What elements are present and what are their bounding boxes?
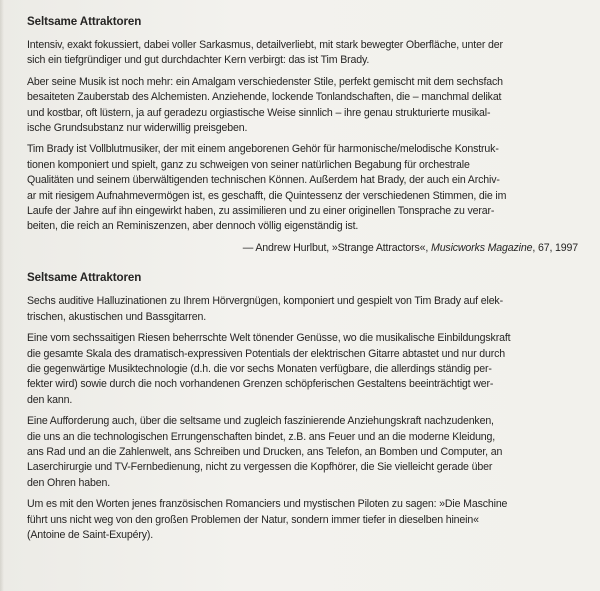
attribution-prefix: — Andrew Hurlbut, »Strange Attractors«, [242,241,432,254]
section-review [27,14,578,256]
paragraph: Aber seine Musik ist noch mehr: ein Amalgam verschiedenster Stile, perfekt gemischt mit dem sechsfach besaiteten Zauberstab des Alchemisten. Anziehende, lockende Tonlandschaften, die – manchmal delikat und kostbar, oft lüstern, ja auf geradezu orgiastische Weise sinnlich – ihre genau strukturierte musikal- ische Grundsubstanz nur widerwillig preisgeben. [27,75,503,135]
section-heading: Seltsame Attraktoren [27,15,142,28]
section-album-notes [27,270,578,543]
paragraph: Eine vom sechssaitigen Riesen beherrschte Welt tönender Genüsse, wo die musikalische Einbildungskraft die gesamte Skala des dramatisch-expressiven Potentials der elektrischen Gitarre abtastet und nur durch die gegenwärtige Musiktechnologie (d.h. die vor sechs Monaten verfügbare, die allerdings ständig per- fekter wird) sowie durch die noch vorhandenen Grenzen schöpferischen Gestaltens beeinträchtigt wer- den kann. [27,332,511,406]
page-fold-shadow [0,0,4,591]
attribution-suffix: , 67, 1997 [532,241,578,254]
paragraph: Eine Aufforderung auch, über die seltsame und zugleich faszinierende Anziehungskraft nachzudenken, die uns an die technologischen Errungenschaften bindet, z.B. ans Feuer und an die moderne Kleidung, ans Rad und an die Zahlenwelt, ans Schreiben und Drucken, ans Telefon, an Bomben und Computer, an Laserchirurgie und TV-Fernbedienung, nicht zu vergessen die Kopfhörer, die Sie vielleicht gerade über den Ohren haben. [27,415,503,489]
paragraph: Um es mit den Worten jenes französischen Romanciers und mystischen Piloten zu sagen: »Die Maschine führt uns nicht weg von den großen Problemen der Natur, sondern immer tiefer in dieselben hinein« (Antoine de Saint-Exupéry). [27,498,508,541]
paragraph: Tim Brady ist Vollblutmusiker, der mit einem angeborenen Gehör für harmonische/melodische Konstruk- tionen komponiert und spielt, ganz zu schweigen von seiner natürlichen Begabung für orchestrale Qualitäten und seinem überwältigenden technischen Können. Außerdem hat Brady, der auch ein Archiv- ar mit riesigem Aufnahmevermögen ist, es geschafft, die Quintessenz der verschiedenen Stimmen, die im Laufe der Jahre auf ihn eingewirkt haben, zu assimilieren und zu einer originellen Tonsprache zu verar- beiten, die reich an Reminiszenzen, aber dennoch völlig eigenständig ist. [27,143,507,233]
paragraph: Sechs auditive Halluzinationen zu Ihrem Hörvergnügen, komponiert und gespielt von Tim Brady auf elek- trischen, akustischen und Bassgitarren. [27,295,503,323]
quote-attribution [27,241,578,256]
paragraph: Intensiv, exakt fokussiert, dabei voller Sarkasmus, detailverliebt, mit stark bewegter Oberfläche, unter der sich ein tiefgründiger und gut durchdachter Kern verbirgt: das ist Tim Brady. [27,39,503,67]
section-heading: Seltsame Attraktoren [27,271,142,285]
attribution-magazine: Musicworks Magazine [431,241,533,254]
